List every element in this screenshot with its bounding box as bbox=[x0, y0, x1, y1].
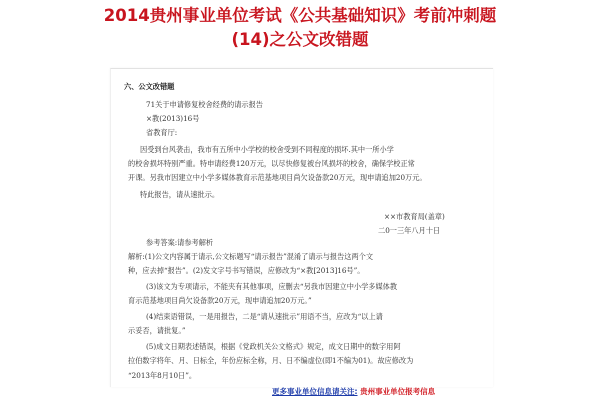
page-title-line-2: (14)之公文改错题 bbox=[231, 30, 369, 49]
analysis-line: 拉伯数字将年、月、日标全，年份应标全称，月、日不编虚位(即1不编为01)。故应修改为 bbox=[128, 356, 414, 365]
doc-title: 71关于申请修复校舍经费的请示报告 bbox=[146, 100, 263, 109]
footer-link[interactable]: 更多事业单位信息请关注: bbox=[272, 387, 358, 396]
closing-line: 特此报告，请从速批示。 bbox=[140, 190, 220, 199]
answer-heading: 参考答案:请参考解析 bbox=[146, 238, 214, 247]
body-line: 因受到台风袭击，我市有五所中小学校的校舍受到不同程度的损坏.其中一所小学 bbox=[140, 145, 394, 154]
analysis-line: (4)结束语错误，一是用报告，二是“请从速批示”用语不当，应改为“以上请 bbox=[146, 312, 383, 321]
analysis-line: “2013年8月10日”。 bbox=[128, 371, 197, 380]
addressee: 省教育厅: bbox=[146, 128, 178, 137]
analysis-line: 种，应去掉“报告”。(2)发文字号书写错误，应修改为“×教[2013]16号”。 bbox=[128, 266, 365, 275]
analysis-line: (3)该文为专项请示，不能夹有其他事项，应删去“另我市因建立中小学多媒体教 bbox=[146, 282, 398, 291]
footer-source[interactable]: 贵州事业单位报考信息 bbox=[360, 387, 436, 396]
body-line: 开课。另我市因建立中小学多媒体教育示范基地项目尚欠设备款20万元，现申请追加20万元。 bbox=[128, 173, 427, 182]
section-title: 六、公文改错题 bbox=[124, 82, 175, 91]
doc-date: 二0一三年八月十日 bbox=[378, 226, 441, 235]
doc-number: ×教(2013)16号 bbox=[146, 114, 200, 123]
analysis-line: 解析:(1)公文内容属于请示,公文标题写“请示报告”混淆了请示与报告这两个文 bbox=[128, 252, 374, 261]
analysis-line: (5)成文日期表述错误，根据《党政机关公文格式》规定，成文日期中的数字用阿 bbox=[146, 342, 401, 351]
footer bbox=[272, 386, 435, 397]
body-line: 的校舍损坏特别严重。特申请经费120万元，以尽快修复被台风损坏的校舍，确保学校正常 bbox=[128, 159, 415, 168]
signer: ××市教育局(盖章) bbox=[384, 212, 445, 221]
page-title-line-1: 2014贵州事业单位考试《公共基础知识》考前冲刺题 bbox=[103, 6, 497, 25]
analysis-line: 育示范基地项目尚欠设备款20万元，现申请追加20万元。” bbox=[128, 296, 312, 305]
page-title bbox=[0, 4, 600, 52]
analysis-line: 示妥否，请批复。” bbox=[128, 326, 186, 335]
